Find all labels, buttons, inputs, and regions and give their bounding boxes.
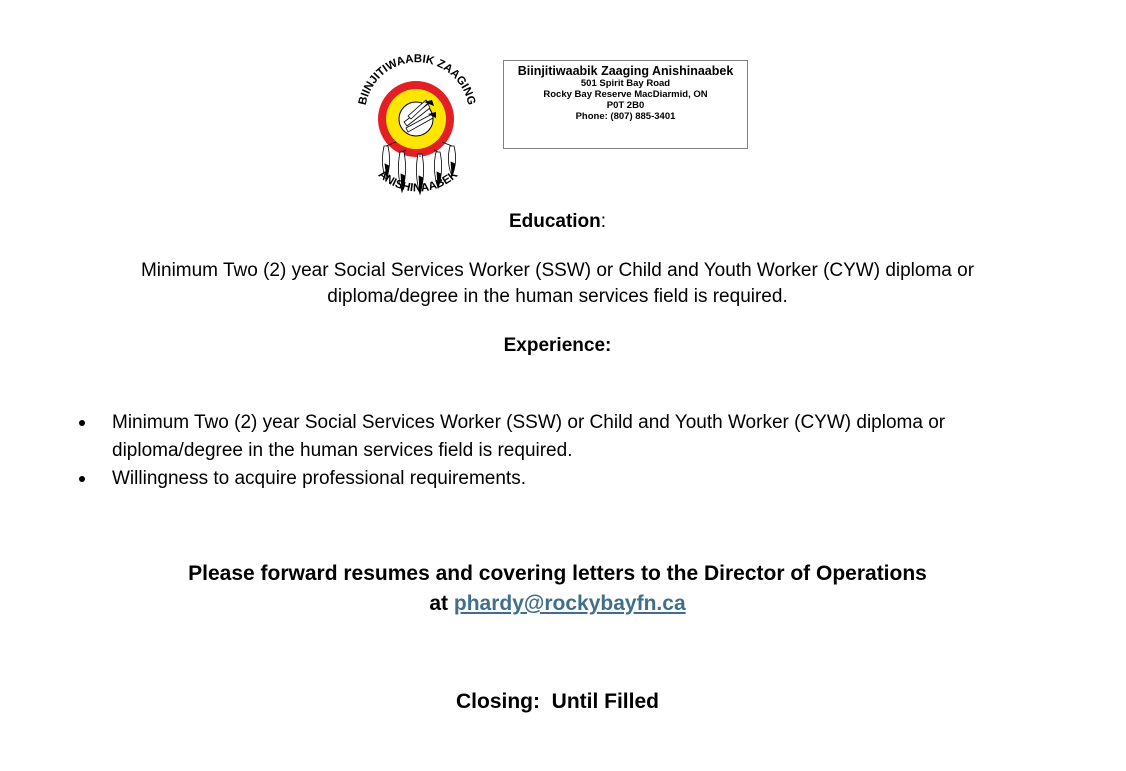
education-text-line2: diploma/degree in the human services field is required. xyxy=(327,286,788,307)
logo-top-text: BIINJITIWAABIK ZAAGING xyxy=(356,54,476,107)
experience-list xyxy=(76,409,1066,493)
education-heading-label: Education xyxy=(508,211,601,232)
dreamcatcher-logo-icon xyxy=(356,54,476,206)
organization-name: Biinjitiwaabik Zaaging Anishinaabek xyxy=(517,64,734,78)
forward-at: at xyxy=(429,592,454,615)
list-item-line1: Minimum Two (2) year Social Services Worker (SSW) or Child and Youth Worker (CYW) diploma or xyxy=(112,412,946,433)
list-item-line1: Willingness to acquire professional requirements. xyxy=(112,468,526,489)
education-heading-colon: : xyxy=(600,211,607,232)
experience-heading xyxy=(0,334,1115,358)
address-town: Rocky Bay Reserve MacDiarmid, ON xyxy=(543,89,708,100)
bullet-icon xyxy=(79,476,85,482)
logo-bottom-text: ANISHINAABEK xyxy=(375,168,461,195)
education-text xyxy=(0,258,1115,310)
address-phone: Phone: (807) 885-3401 xyxy=(575,111,676,122)
email-link[interactable]: phardy@rockybayfn.ca xyxy=(453,592,686,615)
organization-logo xyxy=(356,54,476,206)
address-box xyxy=(503,60,748,149)
address-street: 501 Spirit Bay Road xyxy=(580,78,671,89)
list-item xyxy=(76,409,1066,465)
list-item-line2: diploma/degree in the human services field is required. xyxy=(112,440,573,461)
forward-line2 xyxy=(0,589,1115,619)
bullet-icon xyxy=(79,420,85,426)
education-text-line1: Minimum Two (2) year Social Services Worker (SSW) or Child and Youth Worker (CYW) diploma or xyxy=(140,260,975,281)
address-postal: P0T 2B0 xyxy=(606,100,645,111)
forward-instructions xyxy=(0,559,1115,619)
closing-text: Closing: Until Filled xyxy=(456,690,659,713)
list-item xyxy=(76,465,1066,493)
experience-heading-label: Experience: xyxy=(503,335,612,356)
forward-line1: Please forward resumes and covering letters to the Director of Operations xyxy=(188,562,927,585)
education-heading xyxy=(0,210,1115,234)
